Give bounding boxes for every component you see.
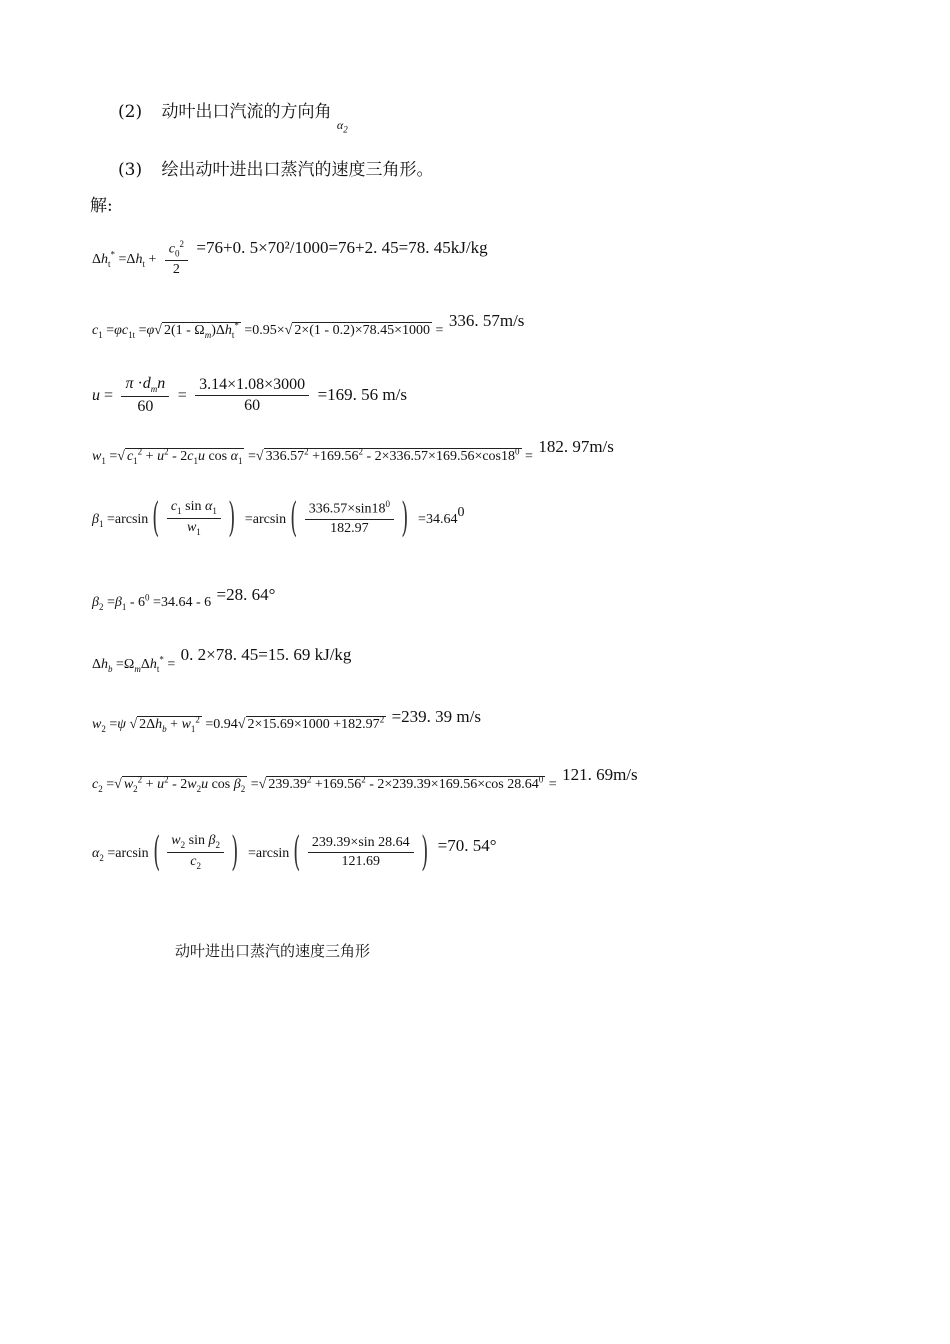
equation-5-fraction-a: $\frac{c_1 \sin \alpha_1}{w_1}$	[167, 500, 221, 537]
equation-1	[92, 240, 488, 277]
equation-4	[92, 437, 614, 466]
equation-3: u = $\frac{\pi \cdot d_mn}{60}$ = $\frac{3.14\times 1.08\times 3000}{60}$ =169. 56 m/s	[92, 375, 407, 416]
equation-6	[92, 585, 276, 612]
equation-9-result: 121. 69m/s	[562, 765, 638, 784]
item-3-number: (3)	[118, 160, 143, 180]
equation-4-result: 182. 97m/s	[538, 437, 614, 456]
equation-5-fraction-b: $\frac{336.57\times\sin 18^0}{182.97}$	[305, 500, 394, 536]
equation-3-result: =169. 56 m/s	[317, 385, 407, 405]
equation-10-fraction-a: $\frac{w_2 \sin \beta_2}{c_2}$	[167, 834, 224, 871]
equation-1-fraction: $\frac{c_0^2}{2}$	[165, 240, 188, 277]
equation-3-lhs: u	[92, 387, 100, 405]
item-2-text: 动叶出口汽流的方向角	[161, 102, 332, 122]
equation-10: $\alpha_2 =\arcsin$ ( $\frac{w_2 \sin \beta_2}{c_2}$ ) =arcsin ( $\frac{239.39\times\sin 28.64}{121.69}$ ) =70. 54°	[92, 829, 497, 876]
equation-8-result: =239. 39 m/s	[391, 707, 481, 726]
item-3	[118, 162, 434, 179]
equation-8	[92, 707, 481, 734]
equation-5-lhs: $\beta_1 =\arcsin$	[92, 511, 149, 529]
equation-5-result: =34.64	[418, 511, 458, 527]
equation-7	[92, 645, 352, 674]
equation-3-fraction-b: $\frac{3.14\times 1.08\times 3000}{60}$	[195, 377, 309, 414]
item-3-text: 绘出动叶进出口蒸汽的速度三角形。	[161, 160, 434, 180]
equation-10-result: =70. 54°	[437, 835, 497, 855]
equation-4-formula: $w_1$ =√ $c_1^2 + u^2 - 2c_1u$ $\cos \alpha_1$ =√ $336.57^2 +169.56^2 - 2\times 336.57\times 169.56\times\cos 18^0$ =	[92, 446, 533, 466]
figure-caption: 动叶进出口蒸汽的速度三角形	[175, 942, 371, 960]
equation-1-result: =76+0. 5×70²/1000=76+2. 45=78. 45kJ/kg	[196, 238, 488, 258]
equation-10-fraction-b: $\frac{239.39\times\sin 28.64}{121.69}$	[308, 836, 414, 869]
equation-2	[92, 311, 525, 340]
equation-10-lhs: $\alpha_2 =\arcsin$	[92, 845, 149, 863]
equation-8-formula: $w_2 =\psi$ √ $2\Delta h_b + w_1^2 =0.94√$ $2\times 15.69\times 1000 +182.97^2$	[92, 714, 385, 734]
equation-1-formula: $\Delta h_t^* =\Delta h_t$ +	[92, 249, 157, 270]
item-2-number: (2)	[118, 102, 143, 122]
equation-2-result: 336. 57m/s	[448, 311, 525, 330]
equation-5: $\beta_1 =\arcsin$ ( $\frac{c_1 \sin \alpha_1}{w_1}$ ) =arcsin ( $\frac{336.57\times\sin 18^0}{182.97}$ ) $=34.64^0$	[92, 495, 465, 542]
alpha2-symbol: α2	[336, 118, 348, 135]
equation-6-formula: $\beta_2 =\beta_1 - 6^0 =34.64 - 6$	[92, 592, 212, 612]
equation-7-result: 0. 2×78. 45=15. 69 kJ/kg	[180, 645, 352, 664]
equation-3-fraction-a: $\frac{\pi \cdot d_mn}{60}$	[121, 376, 169, 415]
equation-9	[92, 765, 638, 794]
solution-label: 解:	[90, 196, 113, 216]
equation-2-formula: $c_1 =\varphi c_{1t} =\varphi√$ $2(1 - \Omega_m)\Delta h_t^* =0.95\times√$ 2×(1 - 0.2)×78.45×1000 =	[92, 320, 444, 340]
equation-6-result: =28. 64°	[216, 585, 276, 604]
equation-7-formula: $\Delta h_b =\Omega_m\Delta h_t^*$ =	[92, 654, 176, 674]
equation-9-formula: $c_2$ =√ $w_2^2 + u^2 - 2w_2u$ $\cos \beta_2$ =√ $239.39^2 +169.56^2 - 2\times 239.39\times 169.56\times\cos$ $28.64^0$ =	[92, 774, 557, 794]
